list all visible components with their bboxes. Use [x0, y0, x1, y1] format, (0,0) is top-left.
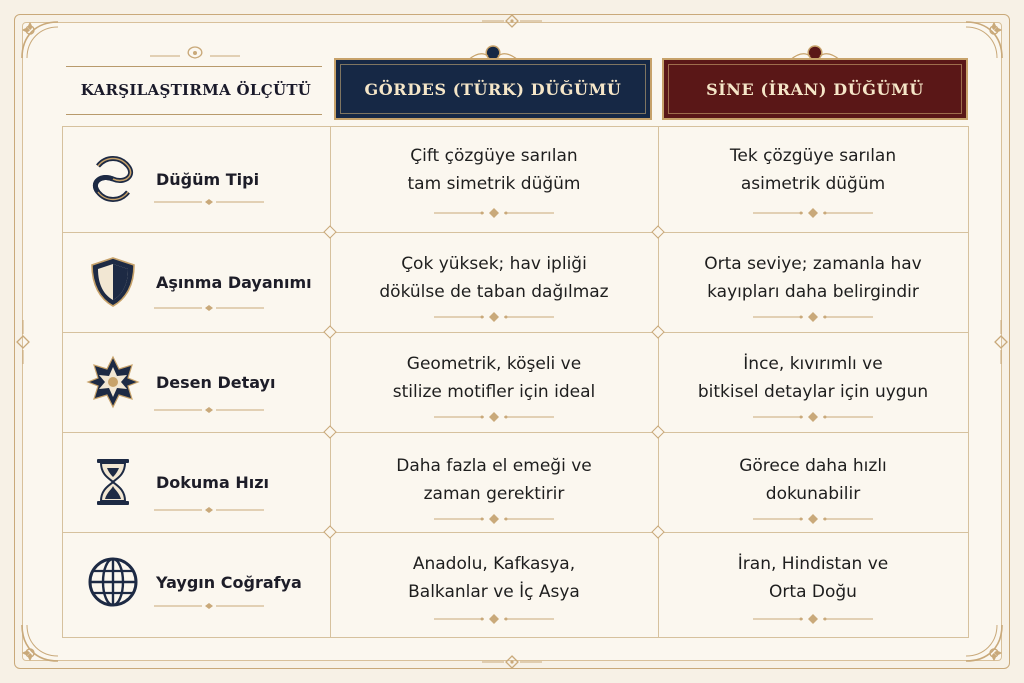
- right-edge-ornament-icon: [994, 320, 1008, 364]
- value-line: İnce, kıvırımlı ve: [743, 354, 883, 374]
- criterion-label: Yaygın Coğrafya: [156, 572, 302, 592]
- sine-column-header: [662, 58, 968, 120]
- divider-ornament-icon: [434, 412, 554, 422]
- criterion-cell: [62, 332, 330, 432]
- value-line: Daha fazla el emeği ve: [396, 456, 592, 476]
- sine-value-cell: [658, 140, 968, 200]
- divider-ornament-icon: [154, 198, 264, 206]
- divider-ornament-icon: [434, 312, 554, 322]
- criterion-label: Aşınma Dayanımı: [156, 272, 312, 292]
- criterion-label: Düğüm Tipi: [156, 169, 260, 189]
- header-ornament-icon: [150, 44, 240, 62]
- shield-icon: [84, 253, 142, 311]
- value-line: Çok yüksek; hav ipliği: [401, 254, 587, 274]
- value-line: Orta seviye; zamanla hav: [704, 254, 922, 274]
- corner-ornament-icon: [18, 18, 62, 62]
- value-line: dokunabilir: [765, 484, 861, 504]
- criterion-cell: [62, 126, 330, 232]
- grid-line: [968, 126, 969, 638]
- criterion-cell: [62, 432, 330, 532]
- value-line: stilize motifler için ideal: [392, 382, 596, 402]
- value-line: Tek çözgüye sarılan: [729, 146, 897, 166]
- gordes-value-cell: [330, 140, 658, 200]
- value-line: Geometrik, köşeli ve: [406, 354, 582, 374]
- star-ornament-icon: [84, 353, 142, 411]
- value-line: Orta Doğu: [769, 582, 857, 602]
- left-edge-ornament-icon: [16, 320, 30, 364]
- header-rule: [66, 114, 322, 115]
- criterion-cell: [62, 232, 330, 332]
- criterion-cell: [62, 532, 330, 632]
- divider-ornament-icon: [434, 614, 554, 624]
- value-line: dökülse de taban dağılmaz: [379, 282, 609, 302]
- value-line: kayıpları daha belirgindir: [707, 282, 919, 302]
- value-line: zaman gerektirir: [423, 484, 565, 504]
- sine-value-cell: [658, 348, 968, 408]
- diamond-icon: [651, 525, 665, 539]
- gordes-column-header: [334, 58, 652, 120]
- bottom-edge-ornament-icon: [482, 655, 542, 669]
- grid-line: [62, 637, 968, 638]
- gordes-header-title: GÖRDES (TÜRK) DÜĞÜMÜ: [364, 79, 622, 99]
- corner-ornament-icon: [962, 18, 1006, 62]
- divider-ornament-icon: [753, 514, 873, 524]
- header-rule: [66, 66, 322, 67]
- value-line: Balkanlar ve İç Asya: [408, 582, 580, 602]
- top-edge-ornament-icon: [482, 14, 542, 28]
- value-line: bitkisel detaylar için uygun: [697, 382, 929, 402]
- divider-ornament-icon: [434, 514, 554, 524]
- value-line: asimetrik düğüm: [740, 174, 886, 194]
- divider-ornament-icon: [753, 412, 873, 422]
- knot-icon: [84, 150, 142, 208]
- divider-ornament-icon: [753, 614, 873, 624]
- value-line: Çift çözgüye sarılan: [410, 146, 578, 166]
- divider-ornament-icon: [154, 602, 264, 610]
- criterion-label: Dokuma Hızı: [156, 472, 270, 492]
- diamond-icon: [651, 425, 665, 439]
- gordes-value-cell: [330, 248, 658, 308]
- divider-ornament-icon: [154, 304, 264, 312]
- divider-ornament-icon: [434, 208, 554, 218]
- criterion-column-header: KARŞILAŞTIRMA ÖLÇÜTÜ: [80, 81, 312, 99]
- divider-ornament-icon: [154, 406, 264, 414]
- corner-ornament-icon: [18, 621, 62, 665]
- divider-ornament-icon: [753, 208, 873, 218]
- sine-value-cell: [658, 548, 968, 608]
- sine-header-title: SİNE (İRAN) DÜĞÜMÜ: [706, 79, 924, 99]
- diamond-icon: [651, 325, 665, 339]
- hourglass-icon: [84, 453, 142, 511]
- gordes-value-cell: [330, 450, 658, 510]
- gordes-value-cell: [330, 348, 658, 408]
- diamond-icon: [651, 225, 665, 239]
- value-line: Görece daha hızlı: [739, 456, 887, 476]
- divider-ornament-icon: [753, 312, 873, 322]
- value-line: Anadolu, Kafkasya,: [412, 554, 576, 574]
- value-line: tam simetrik düğüm: [407, 174, 581, 194]
- sine-value-cell: [658, 248, 968, 308]
- criterion-label: Desen Detayı: [156, 372, 276, 392]
- globe-icon: [84, 553, 142, 611]
- divider-ornament-icon: [154, 506, 264, 514]
- value-line: İran, Hindistan ve: [737, 554, 889, 574]
- sine-value-cell: [658, 450, 968, 510]
- gordes-value-cell: [330, 548, 658, 608]
